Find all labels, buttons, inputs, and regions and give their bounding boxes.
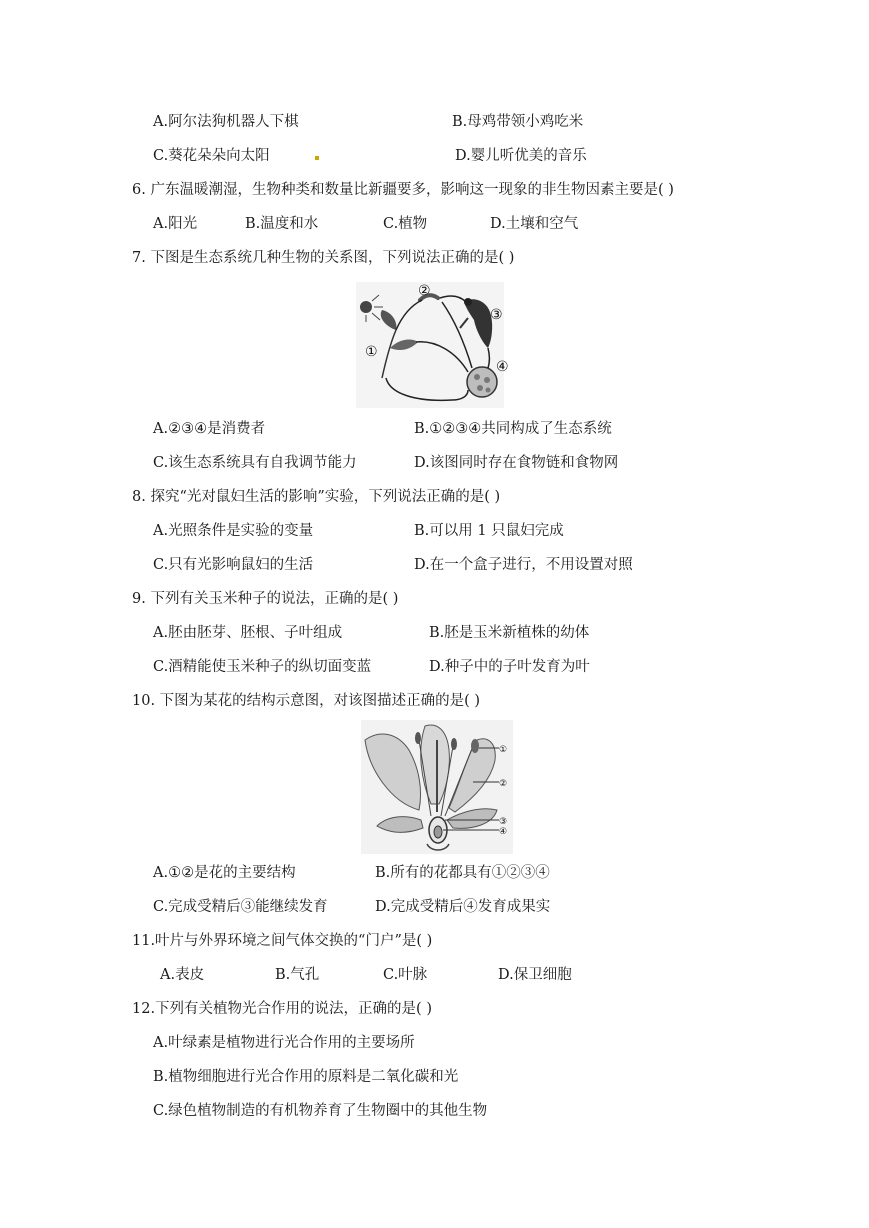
- q7-option-a: A.②③④是消费者: [153, 421, 266, 437]
- q8-option-d: D.在一个盒子进行，不用设置对照: [414, 557, 633, 573]
- q10-option-b: B.所有的花都具有①②③④: [375, 865, 550, 881]
- q6-option-d: D.土壤和空气: [490, 216, 579, 232]
- q9-option-d: D.种子中的子叶发育为叶: [429, 659, 590, 675]
- q11-option-b: B.气孔: [275, 967, 320, 983]
- q6-option-c: C.植物: [383, 216, 428, 232]
- q11-option-a: A.表皮: [160, 967, 205, 983]
- fig10-label-4: ④: [499, 827, 508, 837]
- fig7-label-3: ③: [490, 307, 503, 323]
- q12-option-b: B.植物细胞进行光合作用的原料是二氧化碳和光: [153, 1069, 459, 1085]
- fig7-label-2: ②: [418, 283, 431, 299]
- q12-option-c: C.绿色植物制造的有机物养育了生物圈中的其他生物: [153, 1103, 488, 1119]
- q5-option-b: B.母鸡带领小鸡吃米: [452, 114, 584, 130]
- q8-option-b: B.可以用 1 只鼠妇完成: [414, 523, 564, 539]
- decomposer-icon: [467, 367, 497, 397]
- q7-option-d: D.该图同时存在食物链和食物网: [414, 455, 619, 471]
- q12-option-a: A.叶绿素是植物进行光合作用的主要场所: [153, 1035, 415, 1051]
- q5-option-a: A.阿尔法狗机器人下棋: [153, 114, 299, 130]
- q5-option-d: D.婴儿听优美的音乐: [455, 148, 587, 164]
- fig10-label-2: ②: [499, 779, 508, 789]
- q7-stem: 7. 下图是生态系统几种生物的关系图，下列说法正确的是( ): [132, 250, 515, 266]
- q8-stem: 8. 探究“光对鼠妇生活的影响”实验，下列说法正确的是( ): [132, 489, 501, 505]
- ecosystem-diagram: [356, 282, 509, 408]
- fig7-label-1: ①: [365, 344, 378, 360]
- q5-option-c: C.葵花朵朵向太阳: [153, 148, 270, 164]
- q12-stem: 12.下列有关植物光合作用的说法，正确的是( ): [132, 1001, 432, 1017]
- q11-option-c: C.叶脉: [383, 967, 428, 983]
- q6-option-a: A.阳光: [153, 216, 198, 232]
- q6-option-b: B.温度和水: [245, 216, 319, 232]
- q9-option-b: B.胚是玉米新植株的幼体: [429, 625, 590, 641]
- q10-option-d: D.完成受精后④发育成果实: [375, 899, 551, 915]
- q10-stem: 10. 下图为某花的结构示意图，对该图描述正确的是( ): [132, 693, 481, 709]
- fig7-label-4: ④: [496, 359, 509, 375]
- q6-stem: 6. 广东温暖潮湿，生物种类和数量比新疆要多，影响这一现象的非生物因素主要是( ): [132, 182, 674, 198]
- fig10-label-3: ③: [499, 817, 508, 827]
- q7-option-c: C.该生态系统具有自我调节能力: [153, 455, 357, 471]
- speck-mark: [315, 156, 319, 160]
- q11-stem: 11.叶片与外界环境之间气体交换的“门户”是( ): [132, 933, 433, 949]
- q10-option-c: C.完成受精后③能继续发育: [153, 899, 328, 915]
- q8-option-a: A.光照条件是实验的变量: [153, 523, 314, 539]
- q7-option-b: B.①②③④共同构成了生态系统: [414, 421, 612, 437]
- q9-stem: 9. 下列有关玉米种子的说法，正确的是( ): [132, 591, 399, 607]
- fig10-label-1: ①: [499, 745, 508, 755]
- q8-option-c: C.只有光影响鼠妇的生活: [153, 557, 314, 573]
- q9-option-c: C.酒精能使玉米种子的纵切面变蓝: [153, 659, 372, 675]
- q11-option-d: D.保卫细胞: [498, 967, 572, 983]
- q9-option-a: A.胚由胚芽、胚根、子叶组成: [153, 625, 343, 641]
- q10-option-a: A.①②是花的主要结构: [153, 865, 296, 881]
- flower-structure-diagram: [361, 720, 513, 854]
